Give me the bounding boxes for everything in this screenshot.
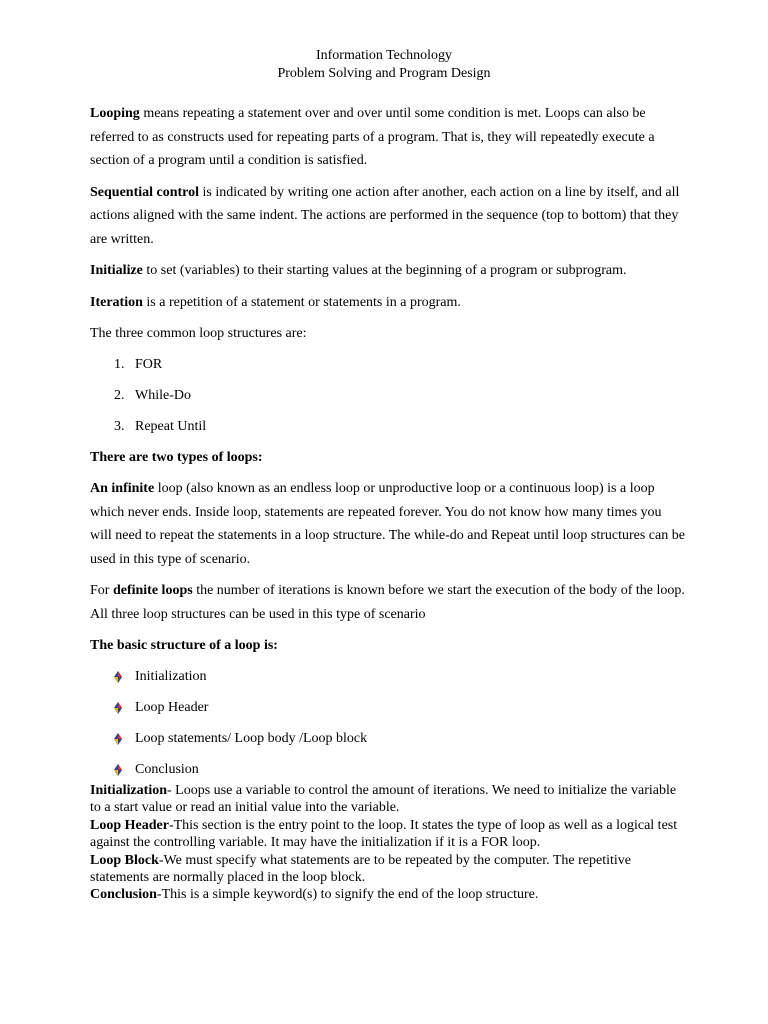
definition-text: - Loops use a variable to control the amount of iterations. We need to initialize the variable to a start value or read an initial value into the variable.: [90, 783, 677, 816]
loop-structures-list: [90, 353, 686, 446]
definition-loop-block: [90, 852, 686, 887]
definite-paragraph: [90, 579, 686, 626]
list-label: While-Do: [135, 387, 191, 403]
arrow-bullet-icon: [112, 702, 124, 714]
initialize-paragraph: [90, 259, 686, 283]
iteration-paragraph: [90, 291, 686, 315]
infinite-text: loop (also known as an endless loop or unproductive loop or a continuous loop) is a loop which never ends. Inside loop, statements are repeated forever. You do not know how many times you will need to repeat the statements in a loop structure. The while-do and Repeat until loop structures can be used in this type of scenario.: [90, 481, 685, 567]
list-item: [90, 696, 686, 727]
bullet-label: Loop statements/ Loop body /Loop block: [135, 730, 368, 746]
iteration-term: Iteration: [90, 294, 143, 310]
definition-text: -We must specify what statements are to be repeated by the computer. The repetitive statements are normally placed in the loop block.: [90, 852, 631, 886]
infinite-paragraph: [90, 477, 686, 571]
infinite-term: An infinite: [90, 481, 155, 496]
arrow-bullet-icon: [112, 764, 124, 776]
list-item: [90, 384, 686, 415]
arrow-bullet-icon: [112, 671, 124, 683]
types-heading-text: There are two types of loops:: [90, 449, 263, 465]
definition-conclusion: [90, 886, 686, 903]
definitions-section: [90, 782, 686, 904]
definition-text: -This section is the entry point to the loop. It states the type of loop as well as a logical test against the controlling variable. It may have the initialization if it is a FOR loop.: [90, 817, 678, 851]
bullet-label: Loop Header: [135, 699, 209, 715]
three-common-paragraph: The three common loop structures are:: [90, 326, 307, 341]
list-number: 3.: [114, 418, 125, 434]
list-label: FOR: [135, 356, 163, 372]
header-subject: Information Technology: [315, 48, 452, 63]
definition-initialization: [90, 782, 686, 817]
initialize-text: to set (variables) to their starting values at the beginning of a program or subprogram.: [142, 263, 627, 278]
header-topic: Problem Solving and Program Design: [277, 66, 491, 81]
definition-term: Loop Header: [90, 817, 169, 833]
basic-heading: [90, 634, 686, 658]
basic-structure-list: [90, 665, 686, 789]
looping-text: means repeating a statement over and over until some condition is met. Loops can also be referred to as constructs used for repeating parts of a program. That is, they will repeatedly execute a section of a program until a condition is satisfied.: [90, 106, 655, 168]
list-number: 2.: [114, 387, 125, 403]
arrow-bullet-icon: [112, 733, 124, 745]
definite-text: the number of iterations is known before we start the execution of the body of the loop. All three loop structures can be used in this type of scenario: [90, 583, 685, 622]
list-number: 1.: [114, 356, 125, 372]
definition-loop-header: [90, 817, 686, 852]
iteration-text: is a repetition of a statement or statements in a program.: [142, 294, 461, 310]
definite-term: definite loops: [112, 583, 193, 598]
looping-term: Looping: [90, 106, 140, 121]
basic-heading-text: The basic structure of a loop is:: [90, 638, 278, 653]
definition-term: Initialization: [90, 783, 168, 798]
definition-text: -This is a simple keyword(s) to signify the end of the loop structure.: [156, 887, 539, 903]
bullet-label: Conclusion: [135, 761, 199, 777]
list-item: [90, 727, 686, 758]
definite-pre: For: [90, 583, 113, 598]
definition-term: Conclusion: [90, 887, 157, 903]
types-heading: [90, 446, 686, 470]
looping-paragraph: [90, 102, 686, 173]
sequential-term: Sequential control: [90, 184, 200, 200]
list-item: [90, 353, 686, 384]
list-item: [90, 665, 686, 696]
bullet-label: Initialization: [135, 668, 207, 684]
sequential-paragraph: [90, 181, 686, 252]
list-label: Repeat Until: [135, 418, 207, 434]
initialize-term: Initialize: [90, 263, 143, 278]
definition-term: Loop Block: [90, 852, 159, 868]
main-content: [90, 102, 686, 789]
document-header: [0, 47, 768, 83]
sequential-text: is indicated by writing one action after another, each action on a line by itself, and all actions aligned with the same indent. The actions are performed in the sequence (top to bottom) that they are written.: [90, 184, 680, 247]
list-item: [90, 415, 686, 446]
